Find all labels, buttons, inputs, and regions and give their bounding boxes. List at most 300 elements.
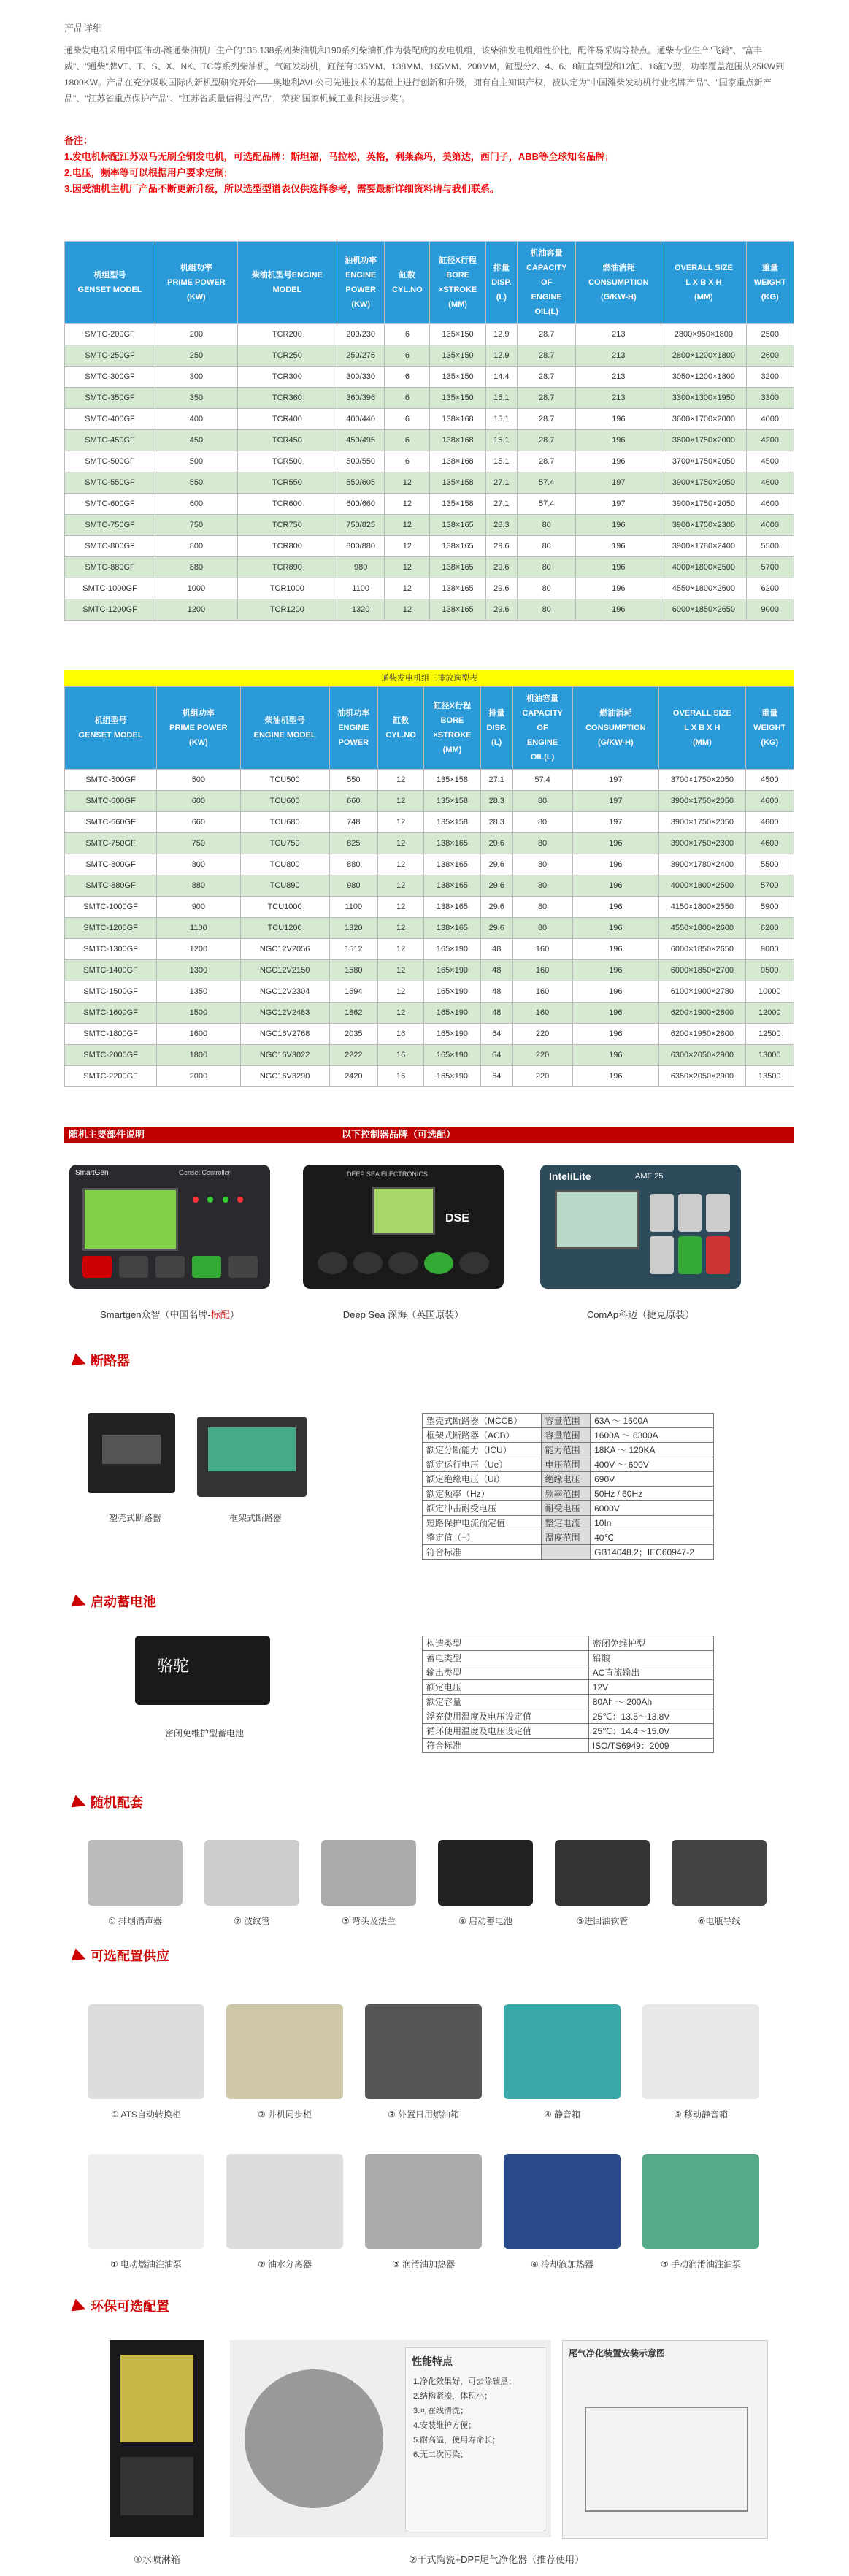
table-cell: NGC16V2768 (240, 1024, 329, 1045)
spec-cell: 6000V (591, 1501, 714, 1516)
table-row (65, 1066, 794, 1087)
table-cell: 196 (576, 409, 661, 430)
table-row (65, 451, 794, 472)
table-cell: 4600 (745, 833, 794, 854)
product-image (504, 2004, 621, 2099)
table-cell: 48 (480, 939, 512, 960)
table-cell: 2035 (329, 1024, 377, 1045)
table-row (65, 1045, 794, 1066)
controllers-bar-title: 以下控制器品牌（可选配） (342, 1129, 456, 1140)
table-cell: 2800×1200×1800 (661, 345, 746, 367)
table-cell: TCR550 (237, 472, 337, 494)
table-cell: 197 (576, 472, 661, 494)
table-cell: 13500 (745, 1066, 794, 1087)
table-cell: 900 (157, 897, 241, 918)
table-cell: SMTC-1300GF (65, 939, 157, 960)
table-cell: 29.6 (480, 854, 512, 875)
table-cell: SMTC-1800GF (65, 1024, 157, 1045)
spec-cell: 额定运行电压（Ue） (423, 1457, 542, 1472)
table-cell: SMTC-2000GF (65, 1045, 157, 1066)
spec-row (423, 1428, 714, 1443)
header-line: GENSET MODEL (78, 731, 143, 740)
table-cell: 160 (512, 939, 572, 960)
table-cell: 197 (572, 791, 659, 812)
spec-cell: 符合标准 (423, 1739, 589, 1753)
notes-title: 备注： (64, 135, 93, 146)
column-header (378, 687, 424, 770)
table-cell: TCR1200 (237, 599, 337, 621)
table-cell: 800 (155, 536, 238, 557)
product-image (321, 1840, 416, 1906)
table-cell: 550 (155, 472, 238, 494)
table-cell: 12 (378, 791, 424, 812)
table-cell: 9000 (745, 939, 794, 960)
table-cell: 64 (480, 1066, 512, 1087)
spec-cell: 浮充使用温度及电压设定值 (423, 1709, 589, 1724)
spec-cell: AC直流输出 (588, 1665, 713, 1680)
header-line: (MM) (448, 300, 467, 309)
table-cell: 1200 (157, 939, 241, 960)
table-cell: 80 (512, 918, 572, 939)
table-cell: 6350×2050×2900 (659, 1066, 745, 1087)
column-header (65, 687, 157, 770)
feature-line: 4.安装维护方便； (413, 2421, 477, 2430)
table-cell: 750/825 (337, 515, 385, 536)
table-row (65, 875, 794, 897)
controller-deepsea (303, 1165, 504, 1289)
table-cell: SMTC-800GF (65, 536, 155, 557)
spec-row (423, 1414, 714, 1428)
table-cell: 160 (512, 1003, 572, 1024)
table-cell: 4550×1800×2600 (659, 918, 745, 939)
table-cell: 6 (385, 388, 430, 409)
header-line: CYL.NO (385, 731, 416, 740)
spec-row (423, 1680, 714, 1695)
table-cell: 12 (385, 578, 430, 599)
spec-cell: 整定电流 (541, 1516, 590, 1530)
table-cell: 5700 (745, 875, 794, 897)
table-cell: 213 (576, 345, 661, 367)
note-line: 2.电压，频率等可以根据用户要求定制; (64, 167, 228, 178)
feature-line: 1.净化效果好，可去除碳黑； (413, 2377, 517, 2386)
caption-text: Smartgen众智（中国名牌- (100, 1309, 211, 1320)
accessories-title: 随机配套 (91, 1795, 143, 1810)
table-cell: 600 (157, 791, 241, 812)
column-header (337, 242, 385, 324)
product-caption: ③ 润滑油加热器 (391, 2259, 456, 2269)
battery-heading (73, 1592, 156, 1611)
eco-title: 环保可选配置 (91, 2299, 169, 2314)
spec-cell: GB14048.2；IEC60947-2 (591, 1545, 714, 1560)
table-cell: 550/605 (337, 472, 385, 494)
table-cell: NGC16V3022 (240, 1045, 329, 1066)
table-row (65, 578, 794, 599)
table-cell: SMTC-1600GF (65, 1003, 157, 1024)
table-cell: 135×158 (424, 791, 481, 812)
table-cell: 12 (378, 875, 424, 897)
table-cell: 28.7 (517, 451, 576, 472)
table-cell: 196 (576, 515, 661, 536)
table-cell: 16 (378, 1066, 424, 1087)
table-cell: 880 (329, 854, 377, 875)
table-cell: 196 (576, 557, 661, 578)
table-cell: NGC16V3290 (240, 1066, 329, 1087)
table-cell: 213 (576, 367, 661, 388)
arrow-icon (71, 1354, 88, 1371)
table-cell: TCU890 (240, 875, 329, 897)
table-cell: 196 (576, 536, 661, 557)
table-cell: 1300 (157, 960, 241, 981)
table-cell: 196 (572, 833, 659, 854)
eco-caption: ①水喷淋箱 (134, 2554, 180, 2565)
spec-row (423, 1530, 714, 1545)
header-line: 油机功率 (337, 709, 370, 718)
spec-cell (541, 1545, 590, 1560)
header-line: 机组功率 (180, 264, 212, 272)
product-image (226, 2154, 343, 2249)
table-cell: 12 (378, 960, 424, 981)
table-cell: SMTC-400GF (65, 409, 155, 430)
table-cell: 800/880 (337, 536, 385, 557)
spec-row (423, 1443, 714, 1457)
table-cell: SMTC-750GF (65, 515, 155, 536)
table-cell: 196 (572, 875, 659, 897)
table-cell: 29.6 (485, 557, 517, 578)
spec-cell: ISO/TS6949：2009 (588, 1739, 713, 1753)
table-cell: 165×190 (424, 1003, 481, 1024)
column-header (480, 687, 512, 770)
table-cell: 6 (385, 324, 430, 345)
spec-row (423, 1516, 714, 1530)
table-cell: 500 (157, 770, 241, 791)
lcd-screen (82, 1188, 178, 1251)
table-cell: 14.4 (485, 367, 517, 388)
table-cell: 80 (517, 536, 576, 557)
product-caption: ④ 启动蓄电池 (458, 1916, 513, 1926)
table-cell: NGC12V2056 (240, 939, 329, 960)
arrow-icon (71, 2299, 88, 2316)
genset-table-standard (64, 241, 794, 621)
table-cell: 2000 (157, 1066, 241, 1087)
header-line: MODEL (272, 285, 302, 294)
lcd-screen (555, 1190, 639, 1249)
arrow-icon (71, 1595, 88, 1611)
eco-heading (73, 2296, 169, 2315)
table-cell: 15.1 (485, 388, 517, 409)
feature-line: 6.无二次污染； (413, 2450, 469, 2459)
controller-buttons (82, 1256, 258, 1278)
table-cell: 28.7 (517, 430, 576, 451)
table-cell: TCR200 (237, 324, 337, 345)
header-line: 燃油消耗 (602, 264, 635, 272)
table-cell: 213 (576, 388, 661, 409)
header-line: POWER (345, 285, 376, 294)
table-cell: 12 (385, 599, 430, 621)
spec-cell: 10In (591, 1516, 714, 1530)
spec-cell: 框架式断路器（ACB） (423, 1428, 542, 1443)
table-cell: 48 (480, 960, 512, 981)
table-cell: 138×165 (430, 536, 485, 557)
table-cell: 450 (155, 430, 238, 451)
header-line: 油机功率 (345, 256, 377, 265)
battery-label: 骆驼 (157, 1657, 190, 1676)
table-row (65, 409, 794, 430)
spec-row (423, 1457, 714, 1472)
product-image (88, 2154, 204, 2249)
table-cell: TCU1000 (240, 897, 329, 918)
table-cell: 64 (480, 1024, 512, 1045)
header-line: DISP. (491, 278, 512, 287)
indicator-panel (190, 1194, 256, 1245)
spec-cell: 12V (588, 1680, 713, 1695)
header-line: 机油容量 (530, 249, 563, 258)
table-cell: 196 (572, 1066, 659, 1087)
table-cell: 3700×1750×2050 (661, 451, 746, 472)
table-cell: 3900×1750×2300 (661, 515, 746, 536)
header-line: PRIME POWER (169, 724, 228, 732)
table-cell: NGC12V2483 (240, 1003, 329, 1024)
spec-cell: 690V (591, 1472, 714, 1487)
table-cell: TCU800 (240, 854, 329, 875)
table-cell: 748 (329, 812, 377, 833)
table-cell: TCR1000 (237, 578, 337, 599)
table-cell: 3200 (746, 367, 794, 388)
table-row (65, 960, 794, 981)
spec-cell: 额定容量 (423, 1695, 589, 1709)
table-cell: 28.7 (517, 367, 576, 388)
product-image (365, 2154, 482, 2249)
page-title: 产品详细 (64, 23, 103, 34)
notes-block (64, 133, 787, 197)
table-cell: 80 (517, 578, 576, 599)
table-cell: 6000×1850×2700 (659, 960, 745, 981)
controller-buttons (650, 1194, 730, 1274)
table-cell: 27.1 (485, 494, 517, 515)
table-cell: 13000 (745, 1045, 794, 1066)
table-cell: 4000 (746, 409, 794, 430)
table-cell: 3300 (746, 388, 794, 409)
product-image (438, 1840, 533, 1906)
table-cell: 28.7 (517, 388, 576, 409)
table-cell: 27.1 (485, 472, 517, 494)
header-line: 柴油机型号 (264, 716, 305, 725)
table-cell: SMTC-800GF (65, 854, 157, 875)
breaker-caption: 框架式断路器 (228, 1513, 282, 1523)
controller-caption: ComAp科迈（捷克原装） (586, 1309, 695, 1320)
table-cell: 196 (572, 897, 659, 918)
column-header (572, 687, 659, 770)
table-cell: 12.9 (485, 324, 517, 345)
table-cell: 300/330 (337, 367, 385, 388)
controller-screen-title: DEEP SEA ELECTRONICS (347, 1170, 428, 1178)
table-cell: SMTC-1000GF (65, 578, 155, 599)
table-cell: SMTC-2200GF (65, 1066, 157, 1087)
table-cell: SMTC-880GF (65, 875, 157, 897)
spec-cell: 电压范围 (541, 1457, 590, 1472)
table-cell: 4550×1800×2600 (661, 578, 746, 599)
header-line: 排量 (488, 709, 505, 718)
product-caption: ① ATS自动转换柜 (111, 2109, 181, 2120)
spec-cell: 整定值（+） (423, 1530, 542, 1545)
table-cell: 550 (329, 770, 377, 791)
product-image (204, 1840, 299, 1906)
product-image (365, 2004, 482, 2099)
table-cell: 165×190 (424, 960, 481, 981)
product-caption: ③ 外置日用燃油箱 (387, 2109, 460, 2120)
table-cell: 12 (385, 515, 430, 536)
table-cell: 3300×1300×1950 (661, 388, 746, 409)
table-cell: 9000 (746, 599, 794, 621)
table-cell: 6 (385, 409, 430, 430)
table-cell: 80 (512, 897, 572, 918)
table-cell: 196 (572, 918, 659, 939)
column-header (485, 242, 517, 324)
spec-row (423, 1695, 714, 1709)
dpf-image (245, 2369, 383, 2508)
table-cell: 600/660 (337, 494, 385, 515)
table-cell: 80 (512, 833, 572, 854)
acb-image (197, 1417, 307, 1497)
table-cell: TCR600 (237, 494, 337, 515)
table-cell: 29.6 (485, 578, 517, 599)
table-cell: NGC12V2304 (240, 981, 329, 1003)
product-image (88, 2004, 204, 2099)
table-cell: 29.6 (485, 599, 517, 621)
spec-cell: 频率范围 (541, 1487, 590, 1501)
table-cell: 350 (155, 388, 238, 409)
table-cell: 135×150 (430, 345, 485, 367)
table-cell: NGC12V2150 (240, 960, 329, 981)
product-caption: ⑤进回油软管 (576, 1916, 629, 1926)
spec-row (423, 1724, 714, 1739)
header-line: BORE (446, 271, 470, 280)
product-caption: ① 电动燃油注油泵 (110, 2259, 183, 2269)
column-header (576, 242, 661, 324)
table-cell: TCR450 (237, 430, 337, 451)
table-cell: TCR250 (237, 345, 337, 367)
product-image (88, 1840, 183, 1906)
table-cell: 220 (512, 1024, 572, 1045)
breaker-heading (73, 1351, 130, 1370)
table-cell: 980 (329, 875, 377, 897)
controller-brand: DSE (445, 1212, 469, 1224)
header-line: OF (541, 278, 553, 287)
water-spray-box-image (110, 2340, 204, 2537)
header-line: OIL(L) (530, 753, 555, 762)
table-row (65, 599, 794, 621)
controller-buttons (318, 1252, 489, 1274)
table-row (65, 918, 794, 939)
header-line: 排量 (493, 264, 510, 272)
table-cell: 1500 (157, 1003, 241, 1024)
table-cell: 6 (385, 430, 430, 451)
spec-cell: 63A ～ 1600A (591, 1414, 714, 1428)
table-cell: 196 (572, 939, 659, 960)
header-line: CAPACITY (526, 264, 567, 272)
table-cell: 500 (155, 451, 238, 472)
table-cell: 16 (378, 1024, 424, 1045)
table-cell: 800 (157, 854, 241, 875)
table-cell: 138×165 (424, 854, 481, 875)
product-image (226, 2004, 343, 2099)
product-caption: ① 排烟消声器 (107, 1916, 163, 1926)
product-caption: ② 波纹管 (233, 1916, 271, 1926)
column-header (329, 687, 377, 770)
header-line: 缸数 (399, 271, 415, 280)
spec-cell: 输出类型 (423, 1665, 589, 1680)
spec-cell: 容量范围 (541, 1414, 590, 1428)
product-image (504, 2154, 621, 2249)
table-cell: 3700×1750×2050 (659, 770, 745, 791)
table-cell: 80 (512, 791, 572, 812)
table-cell: 135×150 (430, 324, 485, 345)
table-cell: SMTC-660GF (65, 812, 157, 833)
table-cell: 6000×1850×2650 (661, 599, 746, 621)
table-cell: 5700 (746, 557, 794, 578)
table-cell: 27.1 (480, 770, 512, 791)
table-cell: 6 (385, 345, 430, 367)
controller-comap (540, 1165, 741, 1289)
product-caption: ⑤ 移动静音箱 (673, 2109, 729, 2120)
table-cell: 1800 (157, 1045, 241, 1066)
table-row (65, 367, 794, 388)
spec-cell: 短路保护电流预定值 (423, 1516, 542, 1530)
features-list (406, 2374, 545, 2462)
header-line: BORE (440, 716, 464, 725)
table-cell: 138×165 (430, 557, 485, 578)
spec-cell: 额定分断能力（ICU） (423, 1443, 542, 1457)
header-line: (MM) (442, 745, 462, 754)
table-cell: 12 (378, 1003, 424, 1024)
table-cell: 165×190 (424, 1066, 481, 1087)
spec-cell: 构造类型 (423, 1636, 589, 1651)
mccb-image (88, 1413, 175, 1493)
table-cell: 57.4 (512, 770, 572, 791)
spec-cell: 铅酸 (588, 1651, 713, 1665)
column-header (746, 242, 794, 324)
table-cell: 3900×1780×2400 (659, 854, 745, 875)
table-cell: 138×168 (430, 409, 485, 430)
table-cell: 138×165 (424, 918, 481, 939)
table-cell: 12 (378, 897, 424, 918)
table-cell: SMTC-300GF (65, 367, 155, 388)
table-row (65, 791, 794, 812)
header-line: ENGINE MODEL (253, 731, 316, 740)
intro-paragraph: 通柴发电机采用中国伟动-潍通柴油机厂生产的135.138系列柴油机和190系列柴油机作为装配成的发电机组，该柴油发电机组性价比，配件易采购等特点。通柴专业生产"飞鹤"、"富丰威"、"通柴"牌VT、T、S、X、NK、TC等系列柴油机，气缸发动机，缸径有135MM、138MM、165MM、200MM，缸型分2、4、6、8缸直列型和12缸、16缸V型，功率覆盖范围从25KW到1800KW。产品在充分吸收国际内新机型研究开始——奥地利AVL公司先进技术的基础上进行创新和升级，拥有自主知识产权，被认定为"中国潍柴发动机行业名牌产品"、"国家重点新产品"、"江苏省重点保护产品"、"江苏省质量信得过产品"，荣获"国家机械工业科技进步奖"。 (64, 45, 785, 104)
components-bar-title: 随机主要部件说明 (69, 1129, 145, 1140)
table-cell: 600 (155, 494, 238, 515)
spec-row (423, 1651, 714, 1665)
table-cell: 64 (480, 1045, 512, 1066)
table-cell: 360/396 (337, 388, 385, 409)
header-line: (L) (496, 293, 507, 302)
table-cell: 1100 (337, 578, 385, 599)
table-cell: 160 (512, 960, 572, 981)
table-cell: 6 (385, 451, 430, 472)
column-header (430, 242, 485, 324)
header-line: WEIGHT (753, 724, 786, 732)
table-cell: TCU600 (240, 791, 329, 812)
table-cell: 165×190 (424, 1024, 481, 1045)
header-line: 机油容量 (526, 694, 559, 703)
table-cell: 135×158 (424, 812, 481, 833)
spec-cell: 40℃ (591, 1530, 714, 1545)
table-cell: 138×168 (430, 430, 485, 451)
spec-cell: 额定冲击耐受电压 (423, 1501, 542, 1516)
product-caption: ④ 冷却液加热器 (530, 2259, 594, 2269)
product-image (555, 1840, 650, 1906)
table-row (65, 557, 794, 578)
